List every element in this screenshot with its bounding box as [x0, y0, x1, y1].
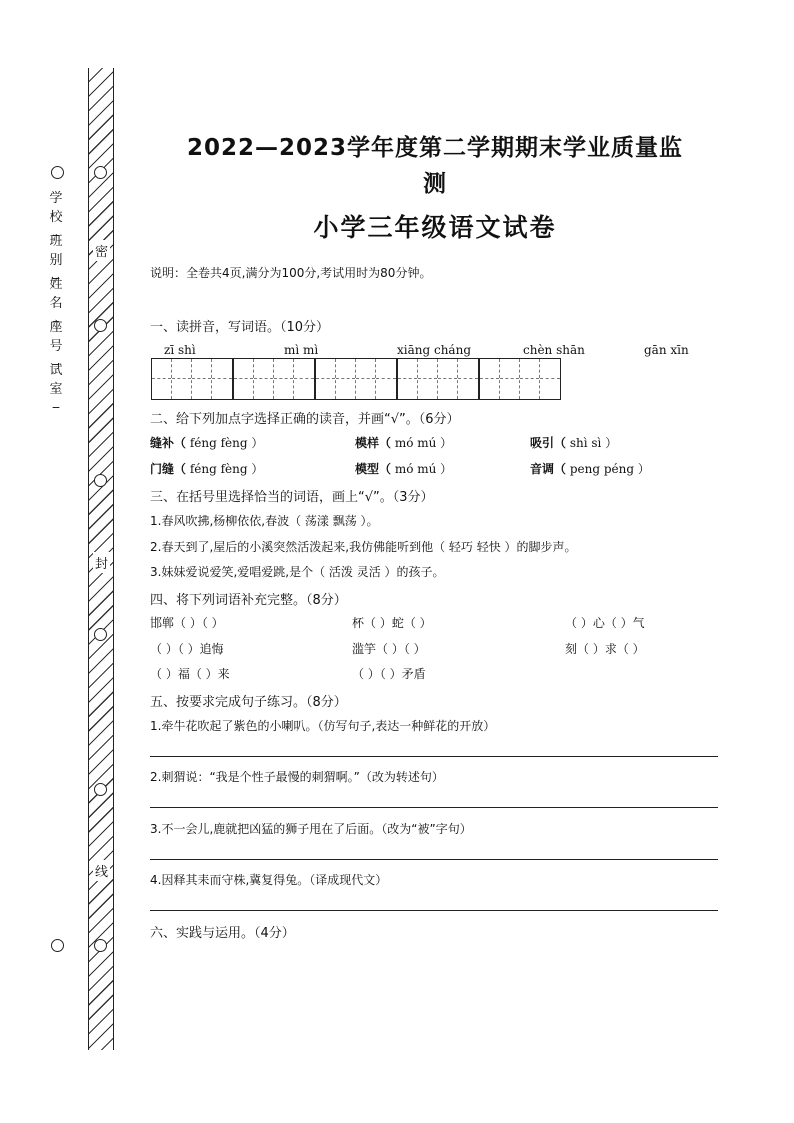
field-char: 别	[49, 252, 63, 268]
writing-grid[interactable]	[151, 358, 233, 400]
binding-word-envelope: 封	[93, 552, 110, 573]
section2-heading: 二、给下列加点字选择正确的读音，并画“√”。（6分）	[150, 412, 460, 427]
exam-title-line1: 2022—2023学年度第二学期期末学业质量监	[186, 135, 684, 161]
field-char: 姓	[49, 277, 63, 292]
field-char: 试	[49, 363, 63, 378]
binding-word-seal: 密	[93, 240, 110, 261]
sentence-task: 4.因释其耒而守株,冀复得兔。（译成现代文）	[150, 873, 388, 887]
section3-heading: 三、在括号里选择恰当的词语，画上“√”。（3分）	[150, 490, 434, 505]
field-underline: _	[52, 265, 60, 280]
pronunciation-item[interactable]: 模型（ mó mú ）	[355, 462, 453, 476]
pronunciation-item[interactable]: 模样（ mó mú ）	[355, 436, 453, 450]
pronunciation-item[interactable]: 缝补（ féng fèng ）	[150, 436, 264, 450]
idiom-fill[interactable]: 滥竽（ ）（ ）	[352, 642, 426, 656]
field-char: 号	[49, 338, 63, 354]
answer-line[interactable]	[150, 910, 718, 911]
word-choice-item[interactable]: 3.妹妹爱说爱笑,爱唱爱跳,是个（ 活泼 灵活 ）的孩子。	[150, 565, 445, 579]
field-char: 座	[49, 320, 63, 335]
writing-grid[interactable]	[233, 358, 315, 400]
pinyin-5: gān xīn	[644, 343, 689, 357]
exam-subtitle: 小学三年级语文试卷	[313, 213, 557, 242]
instructions: 说明：全卷共4页,满分为100分,考试用时为80分钟。	[150, 266, 432, 280]
idiom-fill[interactable]: （ ）（ ）矛盾	[352, 667, 426, 681]
answer-line[interactable]	[150, 859, 718, 860]
sentence-task: 2.刺猬说：“我是个性子最慢的刺猬啊。”（改为转述句）	[150, 770, 444, 784]
hole-icon	[94, 783, 107, 796]
field-char: 学	[49, 191, 63, 206]
pronunciation-item[interactable]: 门缝（ féng fèng ）	[150, 462, 264, 476]
hole-icon	[94, 319, 107, 332]
field-underline: _	[52, 222, 60, 237]
pronunciation-item[interactable]: 吸引（ shì sì ）	[530, 436, 618, 450]
hole-icon	[94, 166, 107, 179]
field-char: 班	[49, 234, 63, 249]
section1-heading: 一、读拼音，写词语。（10分）	[150, 320, 330, 335]
writing-grid[interactable]	[479, 358, 561, 400]
section5-heading: 五、按要求完成句子练习。（8分）	[150, 695, 347, 710]
idiom-fill[interactable]: （ ）（ ）追悔	[150, 642, 224, 656]
idiom-fill[interactable]: 刻（ ）求（ ）	[565, 642, 645, 656]
field-underline: _	[52, 351, 60, 366]
idiom-fill[interactable]: 杯（ ）蛇（ ）	[352, 616, 432, 630]
binding-word-line: 线	[93, 860, 110, 881]
writing-grid[interactable]	[315, 358, 397, 400]
pinyin-4: chèn shān	[523, 343, 585, 357]
hole-icon	[94, 628, 107, 641]
hole-icon	[51, 939, 64, 952]
student-info-fields	[44, 190, 68, 409]
sentence-task: 1.牵牛花吹起了紫色的小喇叭。（仿写句子,表达一种鲜花的开放）	[150, 719, 496, 733]
idiom-fill[interactable]: （ ）心（ ）气	[565, 616, 645, 630]
idiom-fill[interactable]: 邯郸（ ）（ ）	[150, 616, 224, 630]
field-char: 校	[49, 209, 63, 225]
field-underline: _	[52, 308, 60, 323]
answer-line[interactable]	[150, 807, 718, 808]
pinyin-3: xiāng cháng	[397, 343, 471, 357]
exam-title	[150, 130, 720, 202]
pinyin-1: zī shì	[164, 343, 196, 357]
word-choice-item[interactable]: 1.春风吹拂,杨柳依依,春波（ 荡漾 飘荡 ）。	[150, 514, 379, 528]
exam-title-line1-cont: 测	[423, 171, 447, 197]
field-char: 室	[49, 381, 63, 397]
word-choice-item[interactable]: 2.春天到了,屋后的小溪突然活泼起来,我仿佛能听到他（ 轻巧 轻快 ）的脚步声。	[150, 540, 577, 554]
field-char: 名	[49, 295, 63, 311]
idiom-fill[interactable]: （ ）福（ ）来	[150, 667, 230, 681]
hole-icon	[94, 939, 107, 952]
pinyin-2: mì mì	[284, 343, 319, 357]
pronunciation-item[interactable]: 音调（ peng péng ）	[530, 462, 650, 476]
hole-icon	[94, 474, 107, 487]
field-underline: _	[52, 394, 60, 409]
section4-heading: 四、将下列词语补充完整。（8分）	[150, 593, 347, 608]
writing-grid[interactable]	[397, 358, 479, 400]
hole-icon	[51, 166, 64, 179]
answer-line[interactable]	[150, 756, 718, 757]
section6-heading: 六、实践与运用。（4分）	[150, 926, 295, 941]
sentence-task: 3.不一会儿,鹿就把凶猛的狮子甩在了后面。（改为“被”字句）	[150, 822, 472, 836]
